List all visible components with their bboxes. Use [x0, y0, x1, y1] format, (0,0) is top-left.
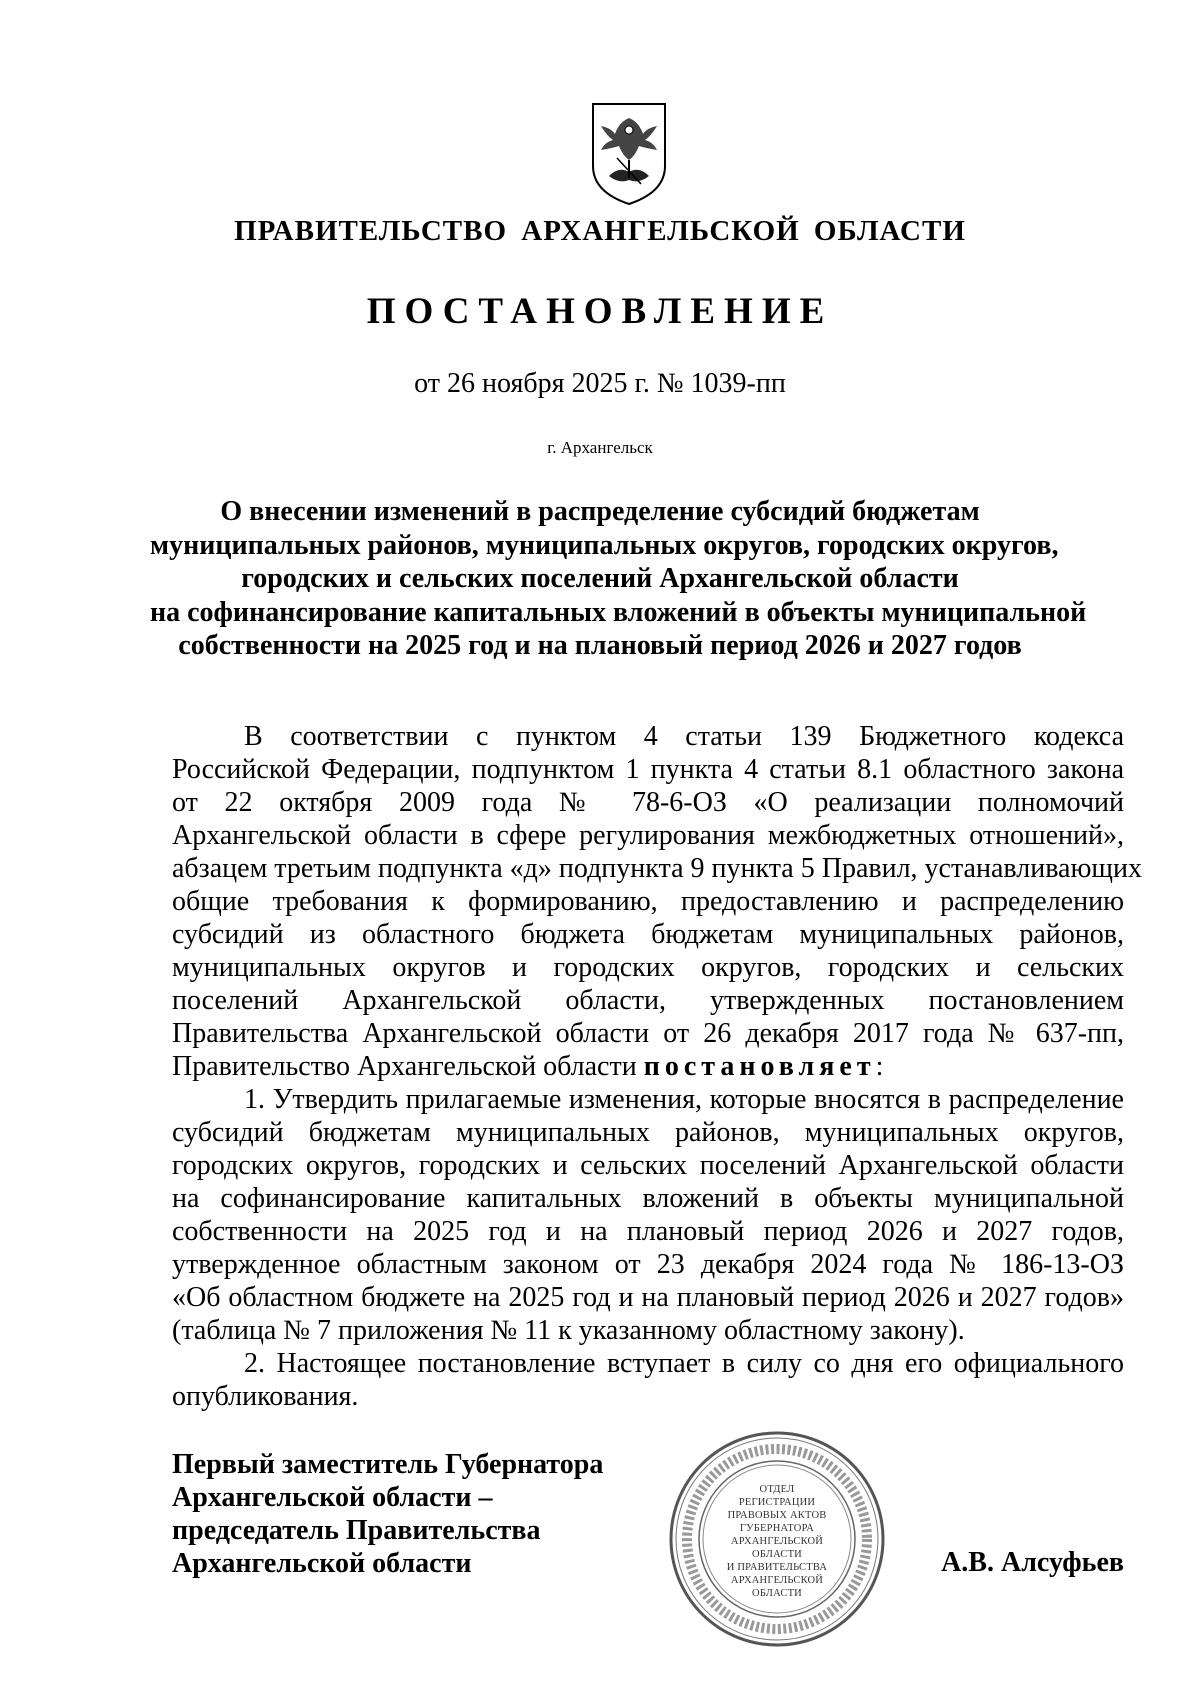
title-line: собственности на 2025 год и на плановый период 2026 и 2027 годов — [178, 630, 1022, 661]
seal-line: ГУБЕРНАТОРА — [739, 1523, 815, 1534]
decree-word: постановляет — [643, 1051, 876, 1082]
body-line: городских округов, городских и сельских поселений Архангельской области — [172, 1150, 1124, 1181]
body-line: от 22 октября 2009 года № 78-6-ОЗ «О реализации полномочий — [172, 787, 1124, 818]
decree-colon: : — [875, 1051, 884, 1082]
signer-position-line: Архангельской области — [172, 1548, 472, 1579]
seal-line: РЕГИСТРАЦИИ — [738, 1497, 816, 1508]
coat-of-arms-emblem — [589, 100, 669, 210]
document-date-number: от 26 ноября 2025 г. № 1039-пп — [414, 368, 786, 399]
item-2-paragraph — [172, 1347, 1124, 1413]
body-line-decree — [172, 1050, 1124, 1083]
body-line: Архангельской области в сфере регулирования межбюджетных отношений», — [172, 820, 1124, 851]
seal-center-text — [704, 1483, 850, 1600]
signer-position-line: председатель Правительства — [172, 1515, 541, 1546]
body-line: абзацем третьим подпункта «д» подпункта 9 пункта 5 Правил, устанавливающих — [172, 853, 1142, 884]
seal-line: ОБЛАСТИ — [752, 1549, 802, 1560]
organization-name: ПРАВИТЕЛЬСТВО АРХАНГЕЛЬСКОЙ ОБЛАСТИ — [234, 215, 966, 247]
body-line: «Об областном бюджете на 2025 год и на плановый период 2026 и 2027 годов» — [172, 1282, 1124, 1313]
body-line: субсидий бюджетам муниципальных районов, муниципальных округов, — [172, 1117, 1124, 1148]
body-line: (таблица № 7 приложения № 11 к указанному областному закону). — [172, 1315, 965, 1346]
body-line: собственности на 2025 год и на плановый период 2026 и 2027 годов, — [172, 1216, 1124, 1247]
item-1-paragraph — [172, 1083, 1124, 1347]
seal-line: И ПРАВИТЕЛЬСТВА — [726, 1562, 828, 1573]
document-title — [150, 495, 1087, 663]
decree-lead-text: Правительство Архангельской области — [172, 1051, 644, 1082]
body-line: утвержденное областным законом от 23 декабря 2024 года № 186-13-ОЗ — [172, 1249, 1124, 1280]
seal-line: АРХАНГЕЛЬСКОЙ — [730, 1536, 824, 1547]
seal-line: ОБЛАСТИ — [752, 1588, 802, 1599]
body-line: Правительства Архангельской области от 26 декабря 2017 года № 637-пп, — [172, 1018, 1124, 1049]
body-line: общие требования к формированию, предоставлению и распределению — [172, 886, 1124, 917]
signer-position — [172, 1448, 603, 1580]
seal-line: АРХАНГЕЛЬСКОЙ — [730, 1575, 824, 1586]
body-line: поселений Архангельской области, утвержденных постановлением — [172, 985, 1124, 1016]
body-line: субсидий из областного бюджета бюджетам муниципальных районов, — [172, 919, 1124, 950]
body-line: В соответствии с пунктом 4 статьи 139 Бюджетного кодекса — [244, 721, 1124, 752]
seal-line: ПРАВОВЫХ АКТОВ — [727, 1510, 827, 1521]
body-line: 1. Утвердить прилагаемые изменения, которые вносятся в распределение — [244, 1084, 1124, 1115]
title-line: муниципальных районов, муниципальных округов, городских округов, — [150, 529, 1059, 561]
signer-name: А.В. Алсуфьев — [941, 1547, 1124, 1578]
body-line: Российской Федерации, подпунктом 1 пункта 4 статьи 8.1 областного закона — [172, 754, 1124, 785]
signer-position-line: Первый заместитель Губернатора — [172, 1449, 604, 1480]
body-line: на софинансирование капитальных вложений в объекты муниципальной — [172, 1183, 1124, 1214]
seal-line: ОТДЕЛ — [759, 1484, 795, 1495]
preamble-paragraph — [172, 720, 1142, 1083]
document-type: ПОСТАНОВЛЕНИЕ — [366, 291, 834, 332]
document-city: г. Архангельск — [547, 438, 653, 457]
body-line: 2. Настоящее постановление вступает в силу со дня его официального — [244, 1348, 1124, 1379]
title-line: О внесении изменений в распределение субсидий бюджетам — [220, 496, 980, 527]
title-line: городских и сельских поселений Архангельской области — [241, 563, 959, 594]
body-line: опубликования. — [172, 1381, 359, 1412]
title-line: на софинансирование капитальных вложений в объекты муниципальной — [150, 596, 1087, 628]
body-line: муниципальных округов и городских округов, городских и сельских — [172, 952, 1124, 983]
signer-position-line: Архангельской области – — [172, 1482, 493, 1513]
document-body — [172, 720, 1142, 1413]
